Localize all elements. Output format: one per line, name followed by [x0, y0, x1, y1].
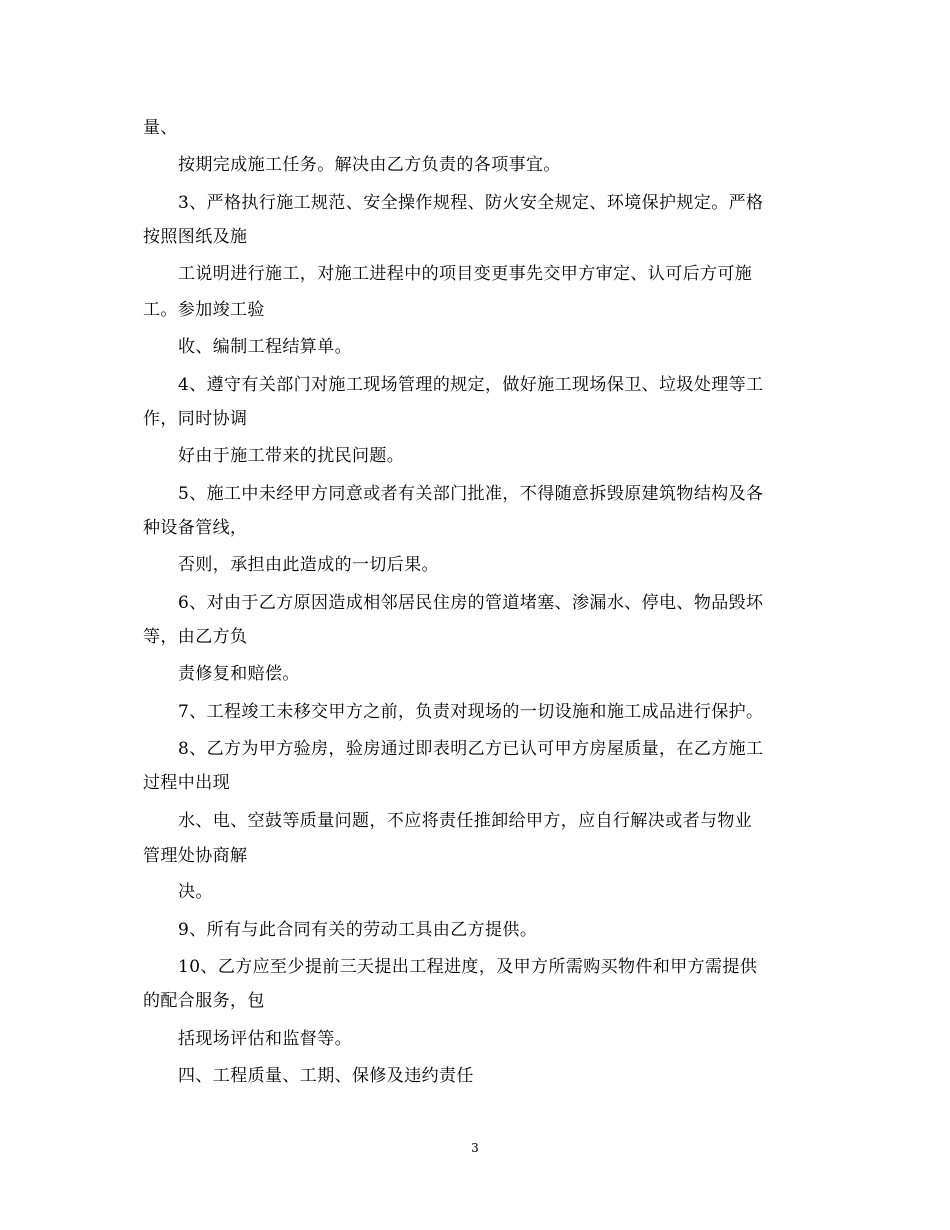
text-line: 过程中出现 — [143, 773, 230, 793]
text-line: 责修复和赔偿。 — [178, 664, 300, 684]
text-line: 工说明进行施工，对施工进程中的项目变更事先交甲方审定、认可后方可施 — [178, 264, 753, 284]
text-line: 4、遵守有关部门对施工现场管理的规定，做好施工现场保卫、垃圾处理等工 — [178, 375, 764, 395]
text-line: 工。参加竣工验 — [143, 300, 265, 320]
text-line: 8、乙方为甲方验房，验房通过即表明乙方已认可甲方房屋质量，在乙方施工 — [178, 739, 764, 759]
section-heading: 四、工程质量、工期、保修及违约责任 — [178, 1066, 474, 1086]
page-number: 3 — [471, 1141, 479, 1155]
text-line: 按照图纸及施 — [143, 227, 248, 247]
text-line: 否则，承担由此造成的一切后果。 — [178, 555, 439, 575]
text-line: 5、施工中未经甲方同意或者有关部门批准，不得随意拆毁原建筑物结构及各 — [178, 484, 764, 504]
text-line: 决。 — [178, 882, 213, 902]
text-line: 9、所有与此合同有关的劳动工具由乙方提供。 — [178, 920, 538, 940]
text-line: 10、乙方应至少提前三天提出工程进度，及甲方所需购买物件和甲方需提供 — [178, 957, 758, 977]
text-line: 括现场评估和监督等。 — [178, 1029, 352, 1049]
text-line: 好由于施工带来的扰民问题。 — [178, 446, 405, 466]
text-line: 6、对由于乙方原因造成相邻居民住房的管道堵塞、渗漏水、停电、物品毁坏 — [178, 593, 764, 613]
text-line: 收、编制工程结算单。 — [178, 337, 352, 357]
text-line: 的配合服务，包 — [143, 991, 265, 1011]
text-line: 种设备管线， — [143, 518, 248, 538]
text-line: 3、严格执行施工规范、安全操作规程、防火安全规定、环境保护规定。严格 — [178, 193, 764, 213]
text-line: 作，同时协调 — [143, 409, 248, 429]
text-line: 按期完成施工任务。解决由乙方负责的各项事宜。 — [178, 155, 561, 175]
text-line: 量、 — [143, 118, 178, 138]
text-line: 等，由乙方负 — [143, 627, 248, 647]
text-line: 7、工程竣工未移交甲方之前，负责对现场的一切设施和施工成品进行保护。 — [178, 702, 764, 722]
text-line: 水、电、空鼓等质量问题，不应将责任推卸给甲方，应自行解决或者与物业 — [178, 811, 753, 831]
text-line: 管理处协商解 — [143, 846, 248, 866]
